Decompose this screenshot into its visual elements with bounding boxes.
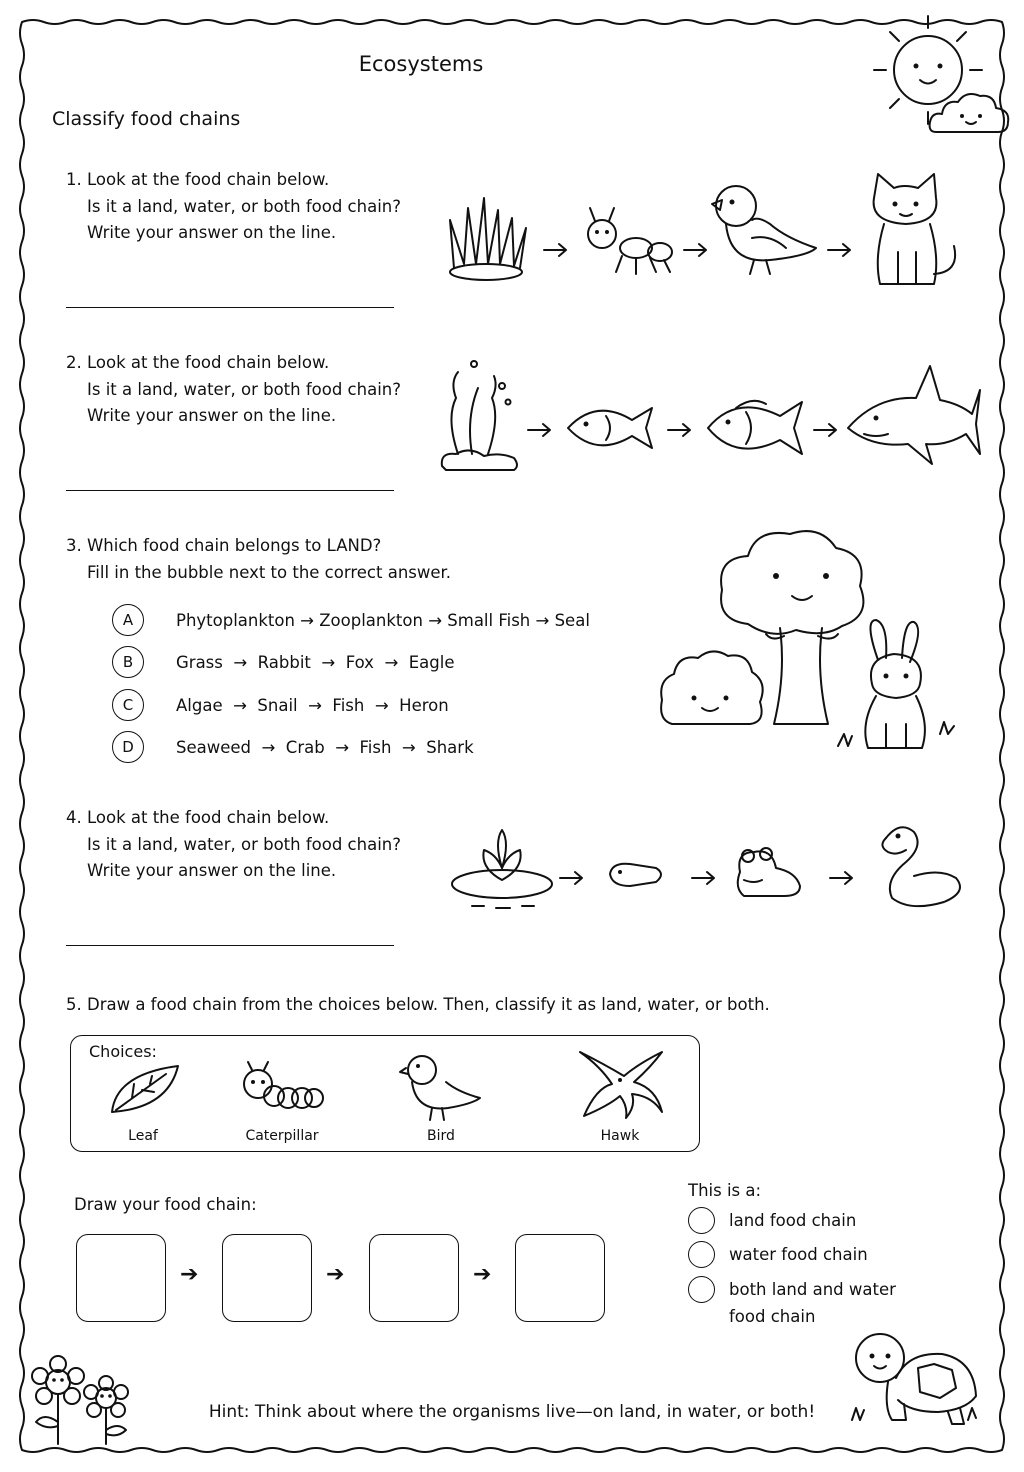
tree-icon — [721, 531, 863, 724]
draw-box-2[interactable] — [222, 1234, 312, 1322]
question-1 — [66, 167, 401, 247]
question-5-prompt: 5. Draw a food chain from the choices below. Then, classify it as land, water, or both. — [66, 995, 770, 1014]
food-chain-1 — [440, 168, 980, 293]
option-d[interactable] — [112, 730, 474, 764]
bird-icon — [712, 186, 816, 274]
arrow-icon — [668, 424, 690, 436]
arrow-icon — [684, 244, 706, 256]
land-scene — [656, 524, 966, 759]
answer-bubble-b[interactable]: B — [112, 646, 144, 678]
leaf-icon — [106, 1062, 182, 1118]
radio-land-label: land food chain — [729, 1211, 857, 1230]
radio-land[interactable] — [688, 1207, 715, 1234]
option-b-text: Grass → Rabbit → Fox → Eagle — [176, 652, 455, 672]
choices-label: Choices: — [89, 1042, 157, 1061]
ant-icon — [588, 208, 672, 274]
answer-bubble-a[interactable]: A — [112, 604, 144, 636]
bush-icon — [661, 651, 763, 724]
question-4-line1: 4. Look at the food chain below. — [66, 808, 330, 827]
arrow-icon — [828, 244, 850, 256]
small-fish-icon — [568, 408, 652, 448]
radio-water[interactable] — [688, 1241, 715, 1268]
radio-both-label-line2: food chain — [729, 1307, 816, 1326]
option-a-text: Phytoplankton → Zooplankton → Small Fish → Seal — [176, 610, 590, 630]
question-2-line3: Write your answer on the line. — [87, 406, 337, 425]
radio-both[interactable] — [688, 1276, 715, 1303]
arrow-icon: ➔ — [180, 1262, 199, 1287]
question-4 — [66, 805, 401, 885]
option-b[interactable] — [112, 645, 455, 679]
answer-line-2[interactable] — [66, 490, 394, 491]
answer-bubble-d[interactable]: D — [112, 731, 144, 763]
flowers-icon — [22, 1352, 142, 1448]
option-a[interactable] — [112, 603, 590, 637]
draw-label: Draw your food chain: — [74, 1195, 257, 1214]
arrow-icon — [814, 424, 836, 436]
frog-icon — [738, 848, 800, 896]
cat-icon — [874, 174, 956, 284]
question-2-line2: Is it a land, water, or both food chain? — [87, 379, 401, 399]
question-3-line1: 3. Which food chain belongs to LAND? — [66, 536, 382, 555]
answer-line-1[interactable] — [66, 307, 394, 308]
cloud-icon — [926, 86, 1014, 140]
arrow-icon: ➔ — [326, 1262, 345, 1287]
question-1-line1: 1. Look at the food chain below. — [66, 170, 330, 189]
option-c[interactable] — [112, 688, 449, 722]
choice-bird-label: Bird — [427, 1128, 455, 1144]
question-3 — [66, 533, 451, 586]
arrow-icon — [830, 872, 852, 884]
draw-box-1[interactable] — [76, 1234, 166, 1322]
radio-water-label: water food chain — [729, 1245, 868, 1264]
seaweed-icon — [442, 361, 517, 470]
question-1-line3: Write your answer on the line. — [87, 223, 337, 242]
question-3-line2: Fill in the bubble next to the correct answer. — [87, 562, 452, 582]
question-2 — [66, 350, 401, 430]
draw-box-4[interactable] — [515, 1234, 605, 1322]
lily-pad-icon — [452, 830, 552, 908]
shark-icon — [848, 366, 980, 464]
choice-hawk-label: Hawk — [600, 1128, 640, 1144]
question-4-line2: Is it a land, water, or both food chain? — [87, 834, 401, 854]
caterpillar-icon — [238, 1060, 324, 1120]
classify-label: This is a: — [688, 1181, 762, 1200]
section-title: Classify food chains — [52, 108, 241, 130]
arrow-icon — [528, 424, 550, 436]
arrow-icon — [560, 872, 582, 884]
question-1-line2: Is it a land, water, or both food chain? — [87, 196, 401, 216]
draw-box-3[interactable] — [369, 1234, 459, 1322]
food-chain-2 — [436, 358, 984, 473]
arrow-icon — [692, 872, 714, 884]
option-d-text: Seaweed → Crab → Fish → Shark — [176, 737, 474, 757]
arrow-icon — [544, 244, 566, 256]
hint-text: Hint: Think about where the organisms live—on land, in water, or both! — [208, 1402, 816, 1422]
snake-icon — [882, 827, 960, 906]
fish-icon — [708, 401, 802, 454]
question-2-line1: 2. Look at the food chain below. — [66, 353, 330, 372]
food-chain-4 — [444, 818, 974, 918]
choice-caterpillar-label: Caterpillar — [245, 1128, 319, 1144]
question-4-line3: Write your answer on the line. — [87, 861, 337, 880]
answer-line-4[interactable] — [66, 945, 394, 946]
option-c-text: Algae → Snail → Fish → Heron — [176, 695, 449, 715]
radio-both-label: both land and water — [729, 1280, 896, 1299]
choice-leaf-label: Leaf — [128, 1128, 158, 1144]
tadpole-icon — [610, 864, 661, 886]
hawk-icon — [576, 1046, 666, 1122]
answer-bubble-c[interactable]: C — [112, 689, 144, 721]
page-title: Ecosystems — [358, 52, 484, 76]
bird-choice-icon — [398, 1050, 484, 1122]
grass-icon — [450, 198, 526, 280]
rabbit-icon — [865, 620, 925, 748]
arrow-icon: ➔ — [473, 1262, 492, 1287]
